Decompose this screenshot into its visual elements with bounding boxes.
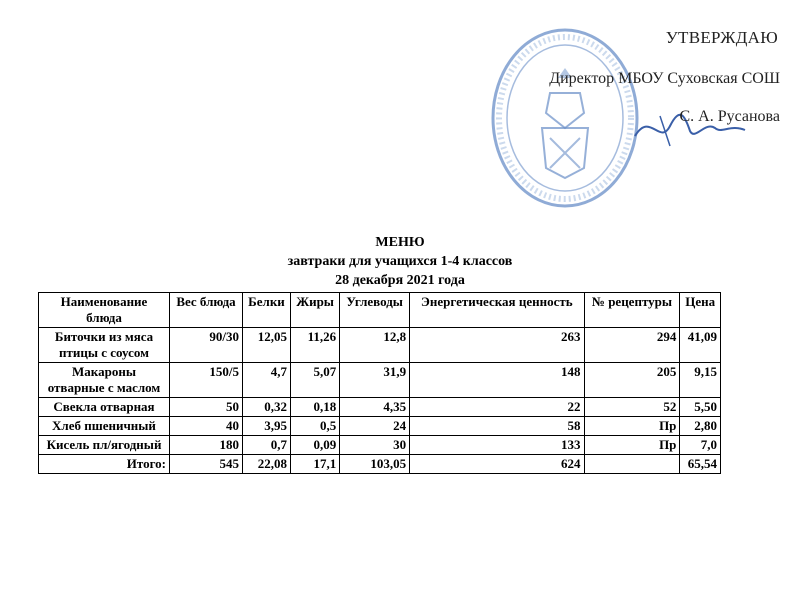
menu-subheading: завтраки для учащихся 1-4 классов: [287, 254, 513, 269]
table-row: [39, 363, 721, 398]
recipe-cell: Пр: [584, 436, 680, 455]
dish-name: Кисель пл/ягодный: [39, 436, 170, 455]
proteins-cell: 12,05: [242, 328, 290, 363]
director-position: Директор МБОУ Суховская СОШ: [549, 70, 780, 87]
fats-cell: 11,26: [290, 328, 339, 363]
menu-title-block: [0, 233, 800, 290]
total-weight: 545: [170, 455, 243, 474]
total-price: 65,54: [680, 455, 721, 474]
table-row: [39, 436, 721, 455]
price-cell: 41,09: [680, 328, 721, 363]
header-energy: Энергетическая ценность: [410, 293, 584, 328]
carbs-cell: 24: [340, 417, 410, 436]
proteins-cell: 0,7: [242, 436, 290, 455]
price-cell: 7,0: [680, 436, 721, 455]
header-dish-name: Наименование блюда: [39, 293, 170, 328]
recipe-cell: 52: [584, 398, 680, 417]
proteins-cell: 4,7: [242, 363, 290, 398]
energy-cell: 58: [410, 417, 584, 436]
recipe-cell: Пр: [584, 417, 680, 436]
table-header-row: [39, 293, 721, 328]
total-label: Итого:: [39, 455, 170, 474]
menu-heading: МЕНЮ: [375, 235, 425, 250]
header-carbs: Углеводы: [340, 293, 410, 328]
energy-cell: 148: [410, 363, 584, 398]
header-fats: Жиры: [290, 293, 339, 328]
energy-cell: 22: [410, 398, 584, 417]
fats-cell: 0,18: [290, 398, 339, 417]
dish-name: Хлеб пшеничный: [39, 417, 170, 436]
table-row: [39, 417, 721, 436]
weight-cell: 50: [170, 398, 243, 417]
dish-name: Макароны отварные с маслом: [39, 363, 170, 398]
weight-cell: 150/5: [170, 363, 243, 398]
carbs-cell: 12,8: [340, 328, 410, 363]
weight-cell: 40: [170, 417, 243, 436]
approved-label: УТВЕРЖДАЮ: [665, 28, 778, 47]
dish-name: Биточки из мяса птицы с соусом: [39, 328, 170, 363]
menu-table: [38, 292, 721, 474]
fats-cell: 0,09: [290, 436, 339, 455]
price-cell: 2,80: [680, 417, 721, 436]
table-row: [39, 398, 721, 417]
header-weight: Вес блюда: [170, 293, 243, 328]
total-carbs: 103,05: [340, 455, 410, 474]
signatory-name: С. А. Русанова: [679, 108, 780, 125]
menu-date: 28 декабря 2021 года: [335, 273, 465, 288]
energy-cell: 263: [410, 328, 584, 363]
carbs-cell: 31,9: [340, 363, 410, 398]
carbs-cell: 30: [340, 436, 410, 455]
recipe-cell: 205: [584, 363, 680, 398]
seal-stamp-icon: [480, 18, 650, 213]
energy-cell: 133: [410, 436, 584, 455]
recipe-cell: 294: [584, 328, 680, 363]
total-recipe: [584, 455, 680, 474]
weight-cell: 90/30: [170, 328, 243, 363]
fats-cell: 0,5: [290, 417, 339, 436]
fats-cell: 5,07: [290, 363, 339, 398]
carbs-cell: 4,35: [340, 398, 410, 417]
header-price: Цена: [680, 293, 721, 328]
header-proteins: Белки: [242, 293, 290, 328]
price-cell: 5,50: [680, 398, 721, 417]
total-energy: 624: [410, 455, 584, 474]
price-cell: 9,15: [680, 363, 721, 398]
proteins-cell: 0,32: [242, 398, 290, 417]
total-proteins: 22,08: [242, 455, 290, 474]
total-fats: 17,1: [290, 455, 339, 474]
proteins-cell: 3,95: [242, 417, 290, 436]
header-recipe-number: № рецептуры: [584, 293, 680, 328]
dish-name: Свекла отварная: [39, 398, 170, 417]
table-total-row: [39, 455, 721, 474]
weight-cell: 180: [170, 436, 243, 455]
approval-block: [480, 18, 790, 213]
table-row: [39, 328, 721, 363]
